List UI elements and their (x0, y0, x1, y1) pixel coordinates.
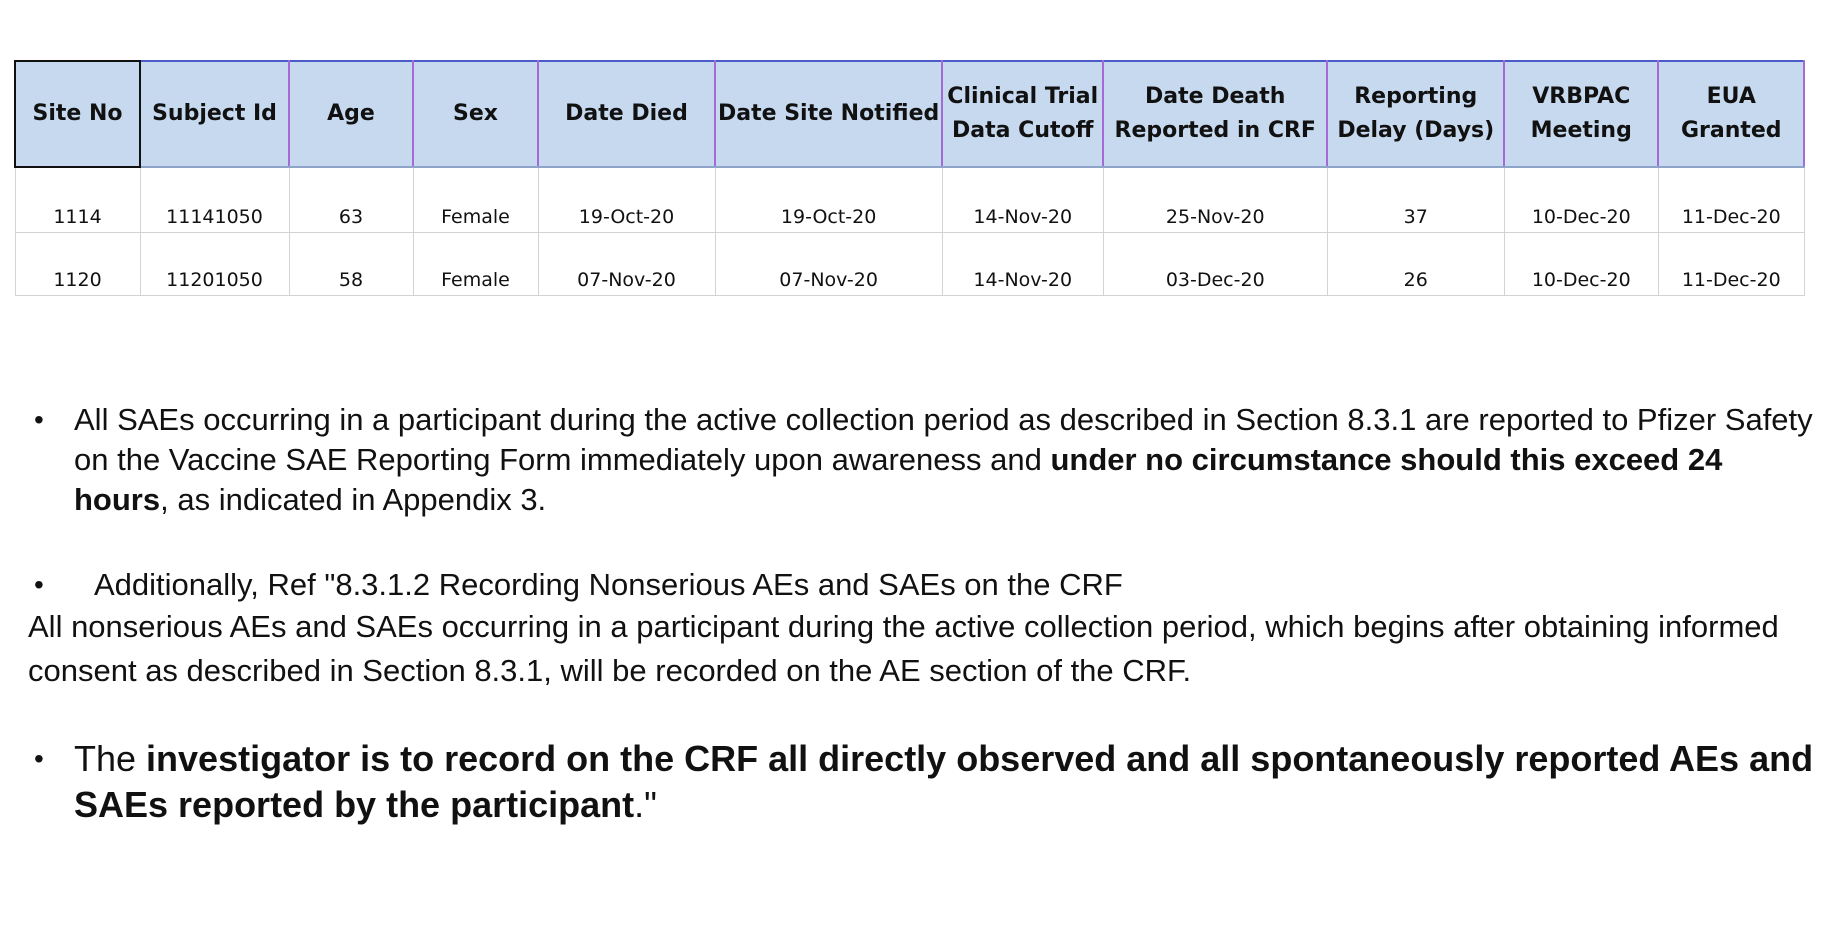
cell-subject-id: 11141050 (140, 167, 289, 233)
cell-vrbpac-meeting: 10-Dec-20 (1504, 233, 1658, 296)
cell-vrbpac-meeting: 10-Dec-20 (1504, 167, 1658, 233)
cell-date-site-notified: 07-Nov-20 (715, 233, 942, 296)
header-date-site-notified: Date Site Notified (715, 61, 942, 167)
cell-subject-id: 11201050 (140, 233, 289, 296)
header-sex: Sex (413, 61, 538, 167)
cell-age: 63 (289, 167, 413, 233)
bullet-icon: • (34, 569, 44, 600)
cell-reporting-delay: 26 (1327, 233, 1504, 296)
header-subject-id: Subject Id (140, 61, 289, 167)
header-age: Age (289, 61, 413, 167)
cell-date-death-reported: 03-Dec-20 (1103, 233, 1327, 296)
cell-date-died: 19-Oct-20 (538, 167, 715, 233)
header-vrbpac-meeting: VRBPAC Meeting (1504, 61, 1658, 167)
bullet-text: All SAEs occurring in a participant during the active collection period as described in Section 8.3.1 are reported to Pfizer Safety on the Vaccine SAE Reporting Form immediately upon awareness and under no circumstance should this exceed 24 hours, as indicated in Appendix 3. (74, 402, 1813, 517)
header-date-died: Date Died (538, 61, 715, 167)
cell-data-cutoff: 14-Nov-20 (942, 167, 1103, 233)
table-row (15, 167, 1804, 233)
cell-eua-granted: 11-Dec-20 (1658, 167, 1804, 233)
cell-date-site-notified: 19-Oct-20 (715, 167, 942, 233)
cell-reporting-delay: 37 (1327, 167, 1504, 233)
cell-site-no: 1120 (15, 233, 140, 296)
header-date-death-reported: Date Death Reported in CRF (1103, 61, 1327, 167)
header-site-no: Site No (15, 61, 140, 167)
header-reporting-delay: Reporting Delay (Days) (1327, 61, 1504, 167)
cell-site-no: 1114 (15, 167, 140, 233)
cell-sex: Female (413, 233, 538, 296)
header-eua-granted: EUA Granted (1658, 61, 1804, 167)
cell-eua-granted: 11-Dec-20 (1658, 233, 1804, 296)
cell-date-died: 07-Nov-20 (538, 233, 715, 296)
bullet-icon: • (34, 404, 44, 435)
data-table (14, 60, 1805, 296)
cell-age: 58 (289, 233, 413, 296)
bullet-lead-text: Additionally, Ref "8.3.1.2 Recording Nonserious AEs and SAEs on the CRF (94, 567, 1123, 602)
table-header-row (15, 61, 1804, 167)
header-data-cutoff: Clinical Trial Data Cutoff (942, 61, 1103, 167)
bullet-continuation-text: All nonserious AEs and SAEs occurring in a participant during the active collection period, which begins after obtaining informed consent as described in Section 8.3.1, will be recorded on the AE section of the CRF. (28, 609, 1779, 688)
death-reporting-table (14, 60, 1805, 296)
bullet-text: The investigator is to record on the CRF all directly observed and all spontaneously reported AEs and SAEs reported by the participant." (74, 738, 1814, 825)
table-row (15, 233, 1804, 296)
cell-date-death-reported: 25-Nov-20 (1103, 167, 1327, 233)
bullet-icon: • (34, 743, 44, 774)
cell-data-cutoff: 14-Nov-20 (942, 233, 1103, 296)
cell-sex: Female (413, 167, 538, 233)
